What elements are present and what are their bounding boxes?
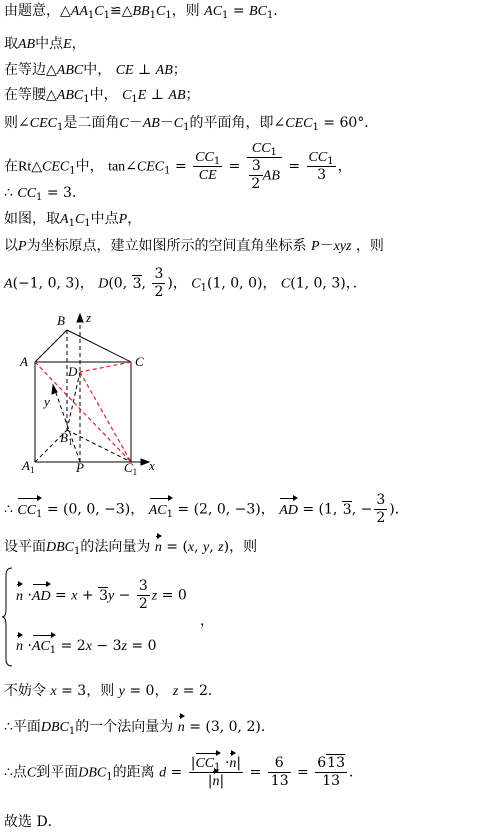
text-line-18: 故选 D． <box>4 814 62 830</box>
label-A1: $A_1$ <box>22 458 35 475</box>
label-A: A <box>20 354 28 369</box>
label-y: y <box>44 394 50 409</box>
label-D: D <box>68 364 78 379</box>
text-line-4: 在等腰$\triangle ABC_1$中， $C_1E$ ⊥ AB； <box>4 87 200 105</box>
text-line-12: 设平面$DBC_1$的法向量为 n = (x, y, z)，则 <box>4 539 258 557</box>
label-B: B <box>57 313 65 328</box>
text-line-10: A(−1, 0, 3)， D(0, 3, $\frac{3}{2}$ )， $C_1(1$, 0, 0)， C(1, 0, 3)，． <box>4 266 367 300</box>
label-C1: $C_1$ <box>124 460 138 477</box>
text-line-17: ∴点C到平面$DBC_1$的距离 d = $\frac{|CC_1 \cdot n|}{|n|}$ = $\frac{6}{13}$ = $\frac{613}{13}$ ． <box>4 755 363 789</box>
text-line-5: 则$\angle CEC_1$是二面角$C-AB-C_1$的平面角，即$\angle CEC_1 = 60^\circ$． <box>4 115 379 133</box>
text-line-3: 在等边△ABC中， CE ⊥ AB； <box>4 62 187 78</box>
text-line-1: 由题意，$\triangle AA_1C_1≌\triangle BB_1C_1$，则 $AC_1 = BC_1$． <box>4 3 288 21</box>
label-B1: $B_1$ <box>60 430 73 447</box>
text-line-9: 以P为坐标原点，建立如图所示的空间直角坐标系 P－xyz ，则 <box>4 238 384 254</box>
label-C: C <box>135 354 144 369</box>
label-z: z <box>86 310 92 325</box>
equation-comma: ， <box>200 613 214 629</box>
text-line-8: 如图，取$A_1C_1$中点P， <box>4 211 142 229</box>
left-brace <box>2 567 14 667</box>
label-x: x <box>149 458 155 473</box>
equation-1: n ·AD = x + 3y − $\frac{3}{2}$ z = 0 <box>16 578 187 612</box>
text-line-6: 在$Rt\triangle CEC_1$中， $\tan\angle CEC_1$ = $\frac{CC_1}{CE}$ = $CC_1$ $\frac{3}{2}$ AB = $\frac{CC_1}{3}$ ， <box>4 141 352 192</box>
geometry-figure <box>0 308 200 478</box>
text-line-2: 取AB中点E， <box>4 36 86 52</box>
text-line-11: ∴ $CC_1 = (0$, 0, −3)， $AC_1 = (2$, 0, −3)， AD = (1, 3, − $\frac{3}{2}$ )． <box>4 492 409 526</box>
text-line-7: ∴ $CC_1 = 3$． <box>4 185 86 203</box>
equation-2: $n \cdot AC_1 = 2x - 3z = 0$ <box>16 638 157 656</box>
text-line-15: 不妨令 x = 3，则 y = 0， z = 2． <box>4 683 222 699</box>
label-P: P <box>76 460 84 475</box>
text-line-16: ∴平面$DBC_1$的一个法向量为 n = (3, 0, 2)． <box>4 719 275 737</box>
